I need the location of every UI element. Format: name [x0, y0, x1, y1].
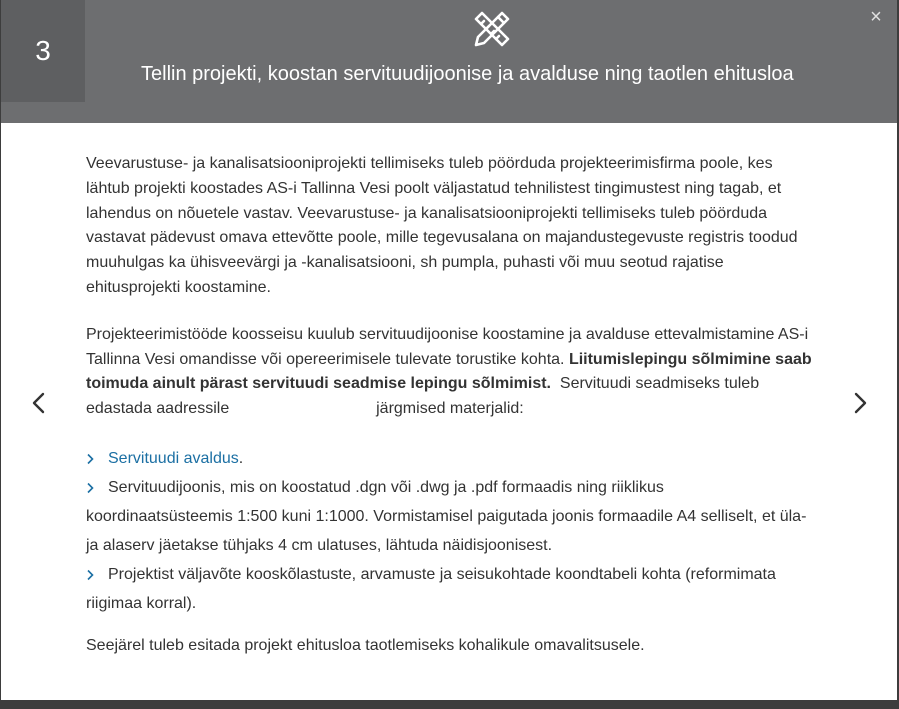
chevron-right-icon	[86, 569, 95, 581]
list-item	[86, 473, 814, 560]
list-item	[86, 444, 814, 473]
chevron-left-icon[interactable]	[25, 388, 51, 418]
servitude-application-link[interactable]: Servituudi avaldus	[108, 449, 239, 467]
servitude-address-text: Servituudi seadmiseks tuleb edastada aadressile	[86, 375, 760, 418]
servitude-materials-text: järgmised materjalid:	[376, 400, 524, 418]
list-item-suffix: .	[238, 449, 244, 467]
page-backdrop	[0, 700, 899, 709]
list-item-text: Servituudijoonis, mis on koostatud .dgn või .dwg ja .pdf formaadis ning riiklikus koordinaatsüsteemis 1:500 kuni 1:1000. Vormistamisel paigutada joonis formaadile A4 selliselt, et üla- ja alaserv jäetakse tühjaks 4 cm ulatuses, lähtuda näidisjoonisest.	[86, 478, 807, 554]
paragraph-project-order: Veevarustuse- ja kanalisatsiooniprojekti tellimiseks tuleb pöörduda projekteerimisfirma poole, kes lähtub projekti koostades AS-i Tallinna Vesi poolt väljastatud tehnilistest tingimustest ning tagab, et lahendus on nõuetele vastav. Veevarustuse- ja kanalisatsiooniprojekti tellimiseks tuleb pöörduda vastavat pädevust omava ettevõtte poole, mille tegevusalana on majandustegevuste registris toodud muuhulgas ka ühisveevärgi ja -kanalisatsiooni, sh pumpla, puhasti või muu seotud rajatise ehitusprojekti koostamine.	[86, 155, 798, 296]
paragraph-servitude	[86, 323, 814, 422]
materials-list	[86, 444, 814, 618]
chevron-right-icon	[86, 482, 95, 494]
modal-header	[1, 0, 897, 123]
servitude-intro-text: Projekteerimistööde koosseisu kuulub servituudijoonise koostamine ja avalduse ettevalmistamine AS-i Tallinna Vesi omandisse või opereerimisele tulevate torustike kohta.	[86, 325, 809, 368]
servitude-bold-notice: Liitumislepingu sõlmimine saab toimuda ainult pärast servituudi seadmise lepingu sõlmimist.	[86, 350, 812, 393]
step-number: 3	[35, 35, 51, 66]
modal-dialog	[1, 0, 897, 700]
modal-content	[86, 152, 814, 658]
step-number-badge	[1, 0, 85, 102]
chevron-right-icon	[86, 453, 95, 465]
list-item-text: Projektist väljavõte kooskõlastuste, arvamuste ja seisukohtade koondtabeli kohta (reformimata riigimaa korral).	[86, 565, 776, 612]
pencil-ruler-icon	[472, 9, 512, 49]
paragraph-building-permit: Seejärel tuleb esitada projekt ehitusloa taotlemiseks kohalikule omavalitsusele.	[86, 636, 645, 654]
list-item	[86, 560, 814, 618]
close-icon[interactable]: ×	[870, 6, 882, 28]
modal-title: Tellin projekti, koostan servituudijoonise ja avalduse ning taotlen ehitusloa	[141, 63, 794, 85]
chevron-right-icon[interactable]	[848, 388, 874, 418]
